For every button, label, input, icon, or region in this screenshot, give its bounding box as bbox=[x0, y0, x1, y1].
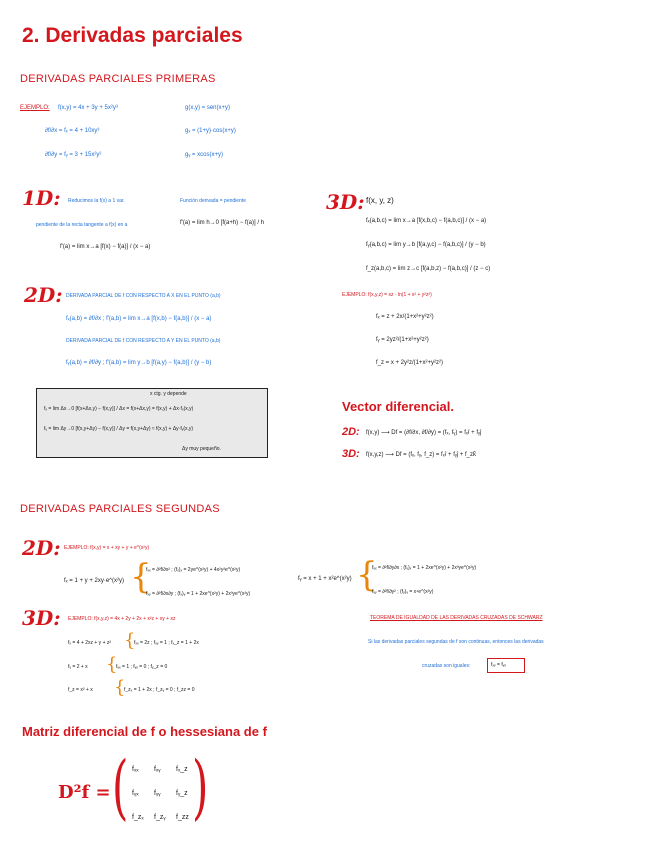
segundas-fx: fₓ = 1 + y + 2xy·e^(x²y) bbox=[64, 578, 124, 584]
d2-text1: DERIVADA PARCIAL DE f CON RESPECTO A X EN EL PUNTO (a,b) bbox=[66, 293, 221, 299]
g-definition: g(x,y) = sen(x+y) bbox=[185, 105, 231, 111]
matrix-cell: fₓ_z bbox=[176, 766, 188, 773]
d2-fx-expr: fₓ(a,b) = ∂f/∂x ; f'(a,b) = lim x→a [f(x,b) − f(a,b)] / (x − a) bbox=[66, 316, 212, 322]
matriz-title: Matriz diferencial de f o hessesiana de f bbox=[22, 724, 267, 739]
d2-text2: DERIVADA PARCIAL DE f CON RESPECTO A Y EN EL PUNTO (a,b) bbox=[66, 338, 221, 344]
matrix-right-paren: ) bbox=[192, 746, 209, 828]
vector-2d-label: 2D: bbox=[342, 426, 360, 438]
matrix-cell: f_zz bbox=[176, 814, 189, 821]
matrix-cell: f_zᵧ bbox=[154, 814, 166, 821]
segundas-fx3: fₓ = 4 + 2xz + y + z² bbox=[68, 640, 112, 646]
matrix-cell: fᵧₓ bbox=[132, 790, 139, 797]
label-3d-segundas: 3D: bbox=[22, 606, 61, 630]
segundas-fxx: fₓₓ = ∂²f/∂x² ; (fₓ)ₓ = 2ye^(x²y) + 4x²y²e^(x²y) bbox=[146, 567, 241, 573]
segundas-fyx: fᵧₓ = ∂²f/∂y∂x ; (fᵧ)ₓ = 1 + 2xe^(x²y) + 2x³ye^(x²y) bbox=[372, 565, 477, 571]
page-title: 2. Derivadas parciales bbox=[22, 24, 243, 47]
vector-title: Vector diferencial. bbox=[342, 399, 454, 414]
segundas-fz3-derivs: f_zₓ = 1 + 2x ; f_zᵧ = 0 ; f_zz = 0 bbox=[124, 687, 195, 693]
schwarz-text2: cruzadas son iguales: bbox=[422, 663, 471, 669]
segundas-fyy: fᵧᵧ = ∂²f/∂y² ; (fᵧ)ᵧ = x⁴e^(x²y) bbox=[372, 589, 434, 595]
fx-line: ∂f/∂x = fₓ = 4 + 10xy³ bbox=[45, 128, 100, 134]
gx-line: gₓ = (1+y)·cos(x+y) bbox=[185, 128, 236, 134]
d1-text-line2: pendiente de la recta tangente a f(x) en a bbox=[36, 222, 128, 228]
d2-fy-expr: fᵧ(a,b) = ∂f/∂y ; f'(a,b) = lim y→b [f(a,y) − f(a,b)] / (y − b) bbox=[66, 360, 212, 366]
vector-2d-line: f(x,y) ⟶ Df = (∂f/∂x, ∂f/∂y) = (fₓ, fᵧ) = fₓî + fᵧĵ bbox=[366, 430, 482, 436]
segundas-fy: fᵧ = x + 1 + x²e^(x²y) bbox=[298, 576, 352, 582]
segundas-fx3-derivs: fₓₓ = 2z ; fₓᵧ = 1 ; fₓ_z = 1 + 2x bbox=[134, 640, 199, 646]
d3-fx: fₓ(a,b,c) = lim x→a [f(x,b,c) − f(a,b,c)] / (x − a) bbox=[366, 218, 487, 224]
limit-definition-box bbox=[36, 388, 268, 458]
matrix-cell: fₓᵧ bbox=[154, 766, 161, 773]
schwarz-eq: fₓᵧ = fᵧₓ bbox=[491, 662, 506, 668]
box-top-note: x ctg. y depende bbox=[150, 391, 187, 397]
label-1d: 1D: bbox=[22, 186, 61, 210]
section-heading-primeras: DERIVADAS PARCIALES PRIMERAS bbox=[20, 73, 216, 85]
brace-fx3: { bbox=[124, 630, 136, 651]
matrix-cell: fᵧᵧ bbox=[154, 790, 161, 797]
label-3d: 3D: bbox=[326, 190, 365, 214]
box-line1: fₓ = lim Δx→0 [f(x+Δx,y) − f(x,y)] / Δx = f(x+Δx,y) = f(x,y) + Δx·fₓ(x,y) bbox=[44, 406, 194, 412]
matrix-cell: f_zₓ bbox=[132, 814, 144, 821]
segundas-ej3: EJEMPLO: f(x,y,z) = 4x + 2y + 2x + x²z + xy + xz bbox=[68, 616, 176, 622]
box-line2: fᵧ = lim Δy→0 [f(x,y+Δy) − f(x,y)] / Δy = f(x,y+Δy) ≈ f(x,y) + Δy·fᵧ(x,y) bbox=[44, 426, 194, 432]
d1-limit-left: f'(a) = lim x→a [f(x) − f(a)] / (x − a) bbox=[60, 244, 151, 250]
vector-3d-label: 3D: bbox=[342, 448, 360, 460]
segundas-fz3: f_z = x² + x bbox=[68, 687, 93, 693]
vector-3d-line: f(x,y,z) ⟶ Df = (fₓ, fᵧ, f_z) = fₓî + fᵧĵ + f_zk̂ bbox=[366, 452, 476, 458]
brace-fy3: { bbox=[106, 654, 118, 675]
matrix-left-paren: ( bbox=[112, 746, 129, 828]
d3-f-def: f(x, y, z) bbox=[366, 196, 394, 205]
section-heading-segundas: DERIVADAS PARCIALES SEGUNDAS bbox=[20, 503, 220, 515]
gy-line: gᵧ = xcos(x+y) bbox=[185, 152, 223, 158]
d3-ex-fx: fₓ = z + 2x/(1+x²+y²z²) bbox=[376, 314, 434, 320]
matriz-symbol: D²f = bbox=[58, 782, 111, 803]
d3-ejemplo: EJEMPLO: f(x,y,z) = xz · ln(1 + x² + y²z²) bbox=[342, 292, 432, 298]
box-bottom-note: Δy muy pequeño. bbox=[182, 446, 221, 452]
d3-fy: fᵧ(a,b,c) = lim y→b [f(a,y,c) − f(a,b,c)] / (y − b) bbox=[366, 242, 486, 248]
label-2d-segundas: 2D: bbox=[22, 536, 61, 560]
segundas-ejemplo: EJEMPLO: f(x,y) = x + xy + y + e^(x²y) bbox=[64, 545, 150, 551]
matrix-cell: fₓₓ bbox=[132, 766, 139, 773]
d1-text-right: Función derivada = pendiente bbox=[180, 198, 247, 204]
fy-line: ∂f/∂y = fᵧ = 3 + 15x²y² bbox=[45, 152, 102, 158]
d3-ex-fz: f_z = x + 2y²z/(1+x²+y²z²) bbox=[376, 360, 444, 366]
brace-fx: { bbox=[130, 557, 152, 597]
segundas-fxy: fₓᵧ = ∂²f/∂x∂y ; (fₓ)ᵧ = 1 + 2xe^(x²y) + 2x³ye^(x²y) bbox=[146, 591, 251, 597]
segundas-fy3: fᵧ = 2 + x bbox=[68, 664, 88, 670]
schwarz-title: TEOREMA DE IGUALDAD DE LAS DERIVADAS CRUZADAS DE SCHWARZ bbox=[370, 615, 543, 621]
brace-fz3: { bbox=[114, 677, 126, 698]
segundas-fy3-derivs: fᵧₓ = 1 ; fᵧᵧ = 0 ; fᵧ_z = 0 bbox=[116, 664, 168, 670]
matrix-cell: fᵧ_z bbox=[176, 790, 188, 797]
d3-fz: f_z(a,b,c) = lim z→c [f(a,b,z) − f(a,b,c)] / (z − c) bbox=[366, 266, 491, 272]
d1-limit-right: f'(a) = lim h→0 [f(a+h) − f(a)] / h bbox=[180, 220, 265, 226]
d3-ex-fy: fᵧ = 2yz²/(1+x²+y²z²) bbox=[376, 337, 429, 343]
example-label: EJEMPLO: bbox=[20, 105, 50, 111]
f-definition: f(x,y) = 4x + 3y + 5x²y³ bbox=[58, 105, 118, 111]
d1-text-left: Reducimos la f(x) a 1 var. bbox=[68, 198, 125, 204]
schwarz-text1: Si las derivadas parciales segundas de f son continuas, entonces las derivadas bbox=[368, 639, 544, 645]
brace-fy: { bbox=[356, 555, 378, 595]
label-2d: 2D: bbox=[24, 283, 63, 307]
